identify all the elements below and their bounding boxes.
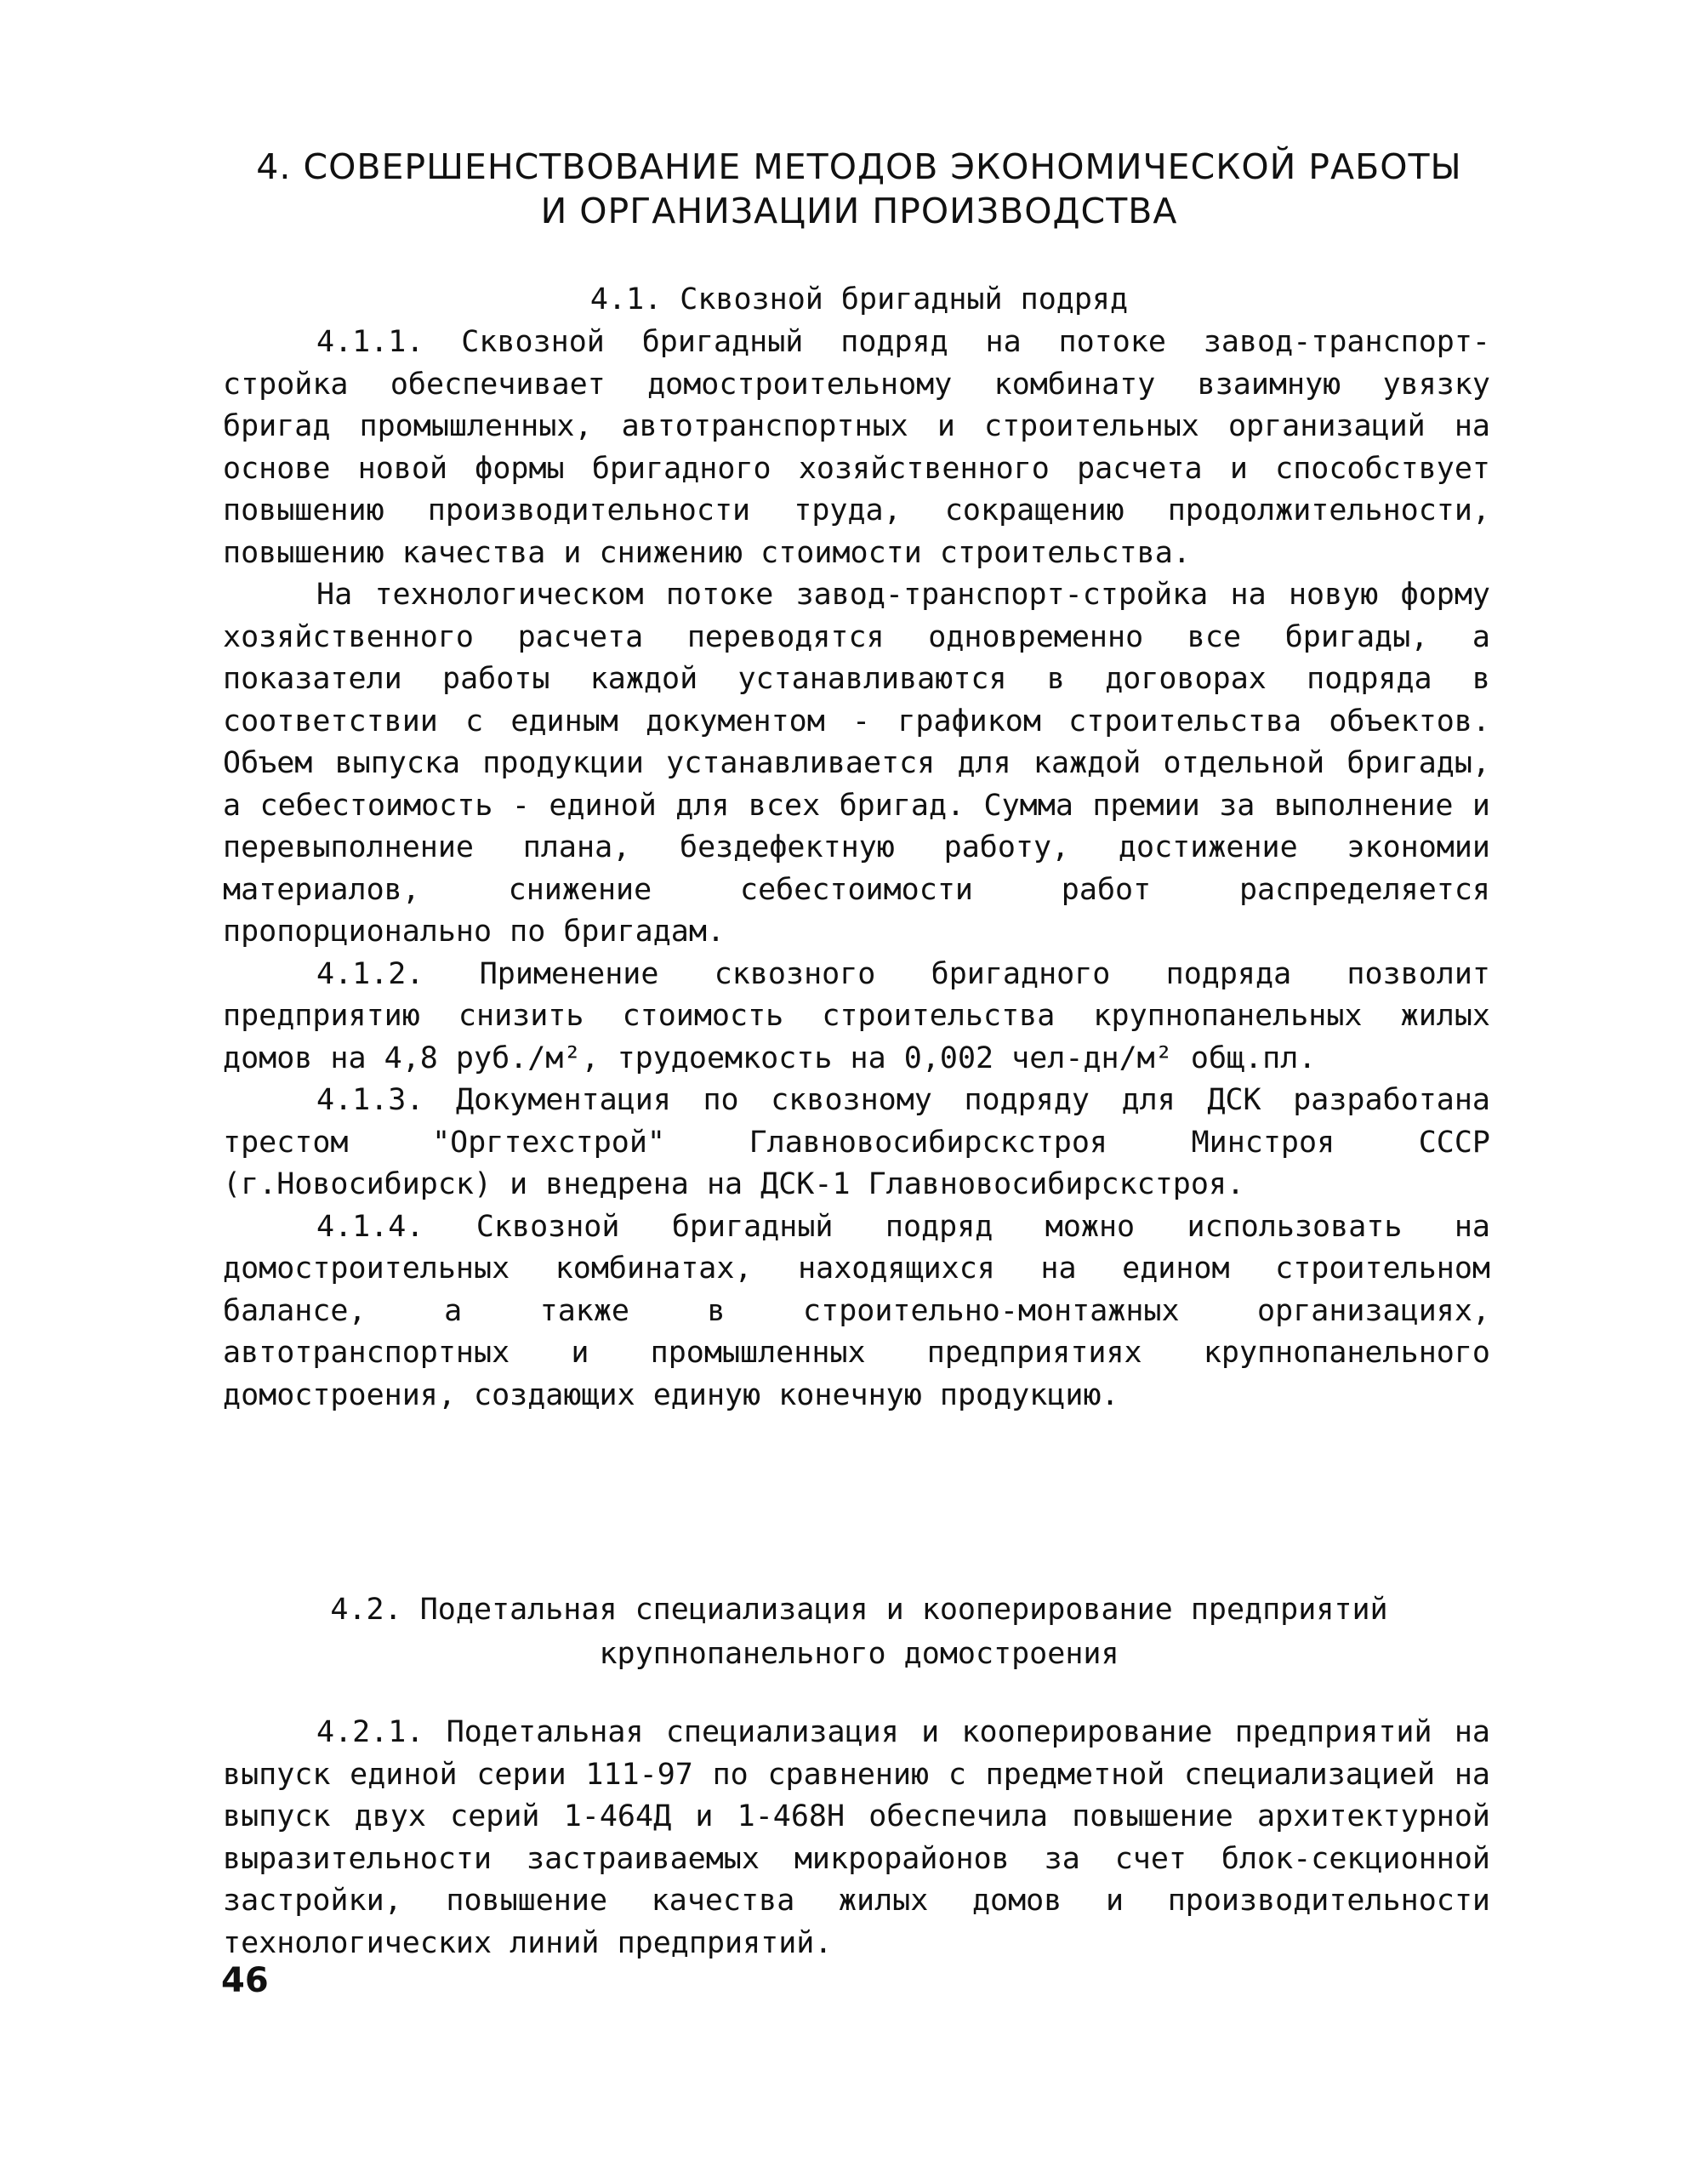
paragraph-4-1-1-continued: На технологическом потоке завод-транспорт-стройка на новую форму хозяйственного расчета переводятся одновременно все бригады, а показатели работы каждой устанавливаются в договорах подряда в соответствии с единым документом - графиком строительства объектов. Объем выпуска продукции устанавливается для каждой отдельной бригады, а себестоимость - единой для всех бригад. Сумма премии за выполнение и перевыполнение плана, бездефектную работу, достижение экономии материалов, снижение себестоимости работ распределяется пропорционально по бригадам. xyxy=(223,578,1490,949)
section-4-1-body xyxy=(223,322,1490,1417)
chapter-title-line-1: 4. СОВЕРШЕНСТВОВАНИЕ МЕТОДОВ ЭКОНОМИЧЕСКОЙ РАБОТЫ xyxy=(256,146,1462,187)
paragraph-4-1-3: 4.1.3. Документация по сквозному подряду для ДСК разработана трестом "Оргтехстрой" Главновосибирскстроя Минстроя СССР (г.Новосибирск) и внедрена на ДСК-1 Главновосибирскстроя. xyxy=(223,1083,1490,1201)
section-4-1-title: 4.1. Сквозной бригадный подряд xyxy=(589,282,1129,316)
paragraph-4-1-1: 4.1.1. Сквозной бригадный подряд на потоке завод-транспорт-стройка обеспечивает домостроительному комбинату взаимную увязку бригад промышленных, автотранспортных и строительных организаций на основе новой формы бригадного хозяйственного расчета и способствует повышению производительности труда, сокращению продолжительности, повышению качества и снижению стоимости строительства. xyxy=(223,325,1490,570)
paragraph-4-1-2: 4.1.2. Применение сквозного бригадного подряда позволит предприятию снизить стоимость строительства крупнопанельных жилых домов на 4,8 руб./м², трудоемкость на 0,002 чел-дн/м² общ.пл. xyxy=(223,956,1490,1075)
section-4-2-title-line-2: крупнопанельного домостроения xyxy=(599,1637,1119,1671)
chapter-title-line-2: И ОРГАНИЗАЦИИ ПРОИЗВОДСТВА xyxy=(540,191,1178,231)
section-4-2-title xyxy=(221,1588,1497,1676)
section-4-2-title-line-1: 4.2. Подетальная специализация и кооперирование предприятий xyxy=(330,1593,1388,1627)
section-4-2-body xyxy=(223,1712,1490,1964)
page-number: 46 xyxy=(221,1961,269,2000)
paragraph-4-1-4: 4.1.4. Сквозной бригадный подряд можно использовать на домостроительных комбинатах, находящихся на едином строительном балансе, а также в строительно-монтажных организациях, автотранспортных и промышленных предприятиях крупнопанельного домостроения, создающих единую конечную продукцию. xyxy=(223,1209,1490,1412)
chapter-title xyxy=(170,145,1548,233)
paragraph-4-2-1: 4.2.1. Подетальная специализация и кооперирование предприятий на выпуск единой серии 111-97 по сравнению с предметной специализацией на выпуск двух серий 1-464Д и 1-468Н обеспечила повышение архитектурной выразительности застраиваемых микрорайонов за счет блок-секционной застройки, повышение качества жилых домов и производительности технологических линий предприятий. xyxy=(223,1715,1490,1960)
